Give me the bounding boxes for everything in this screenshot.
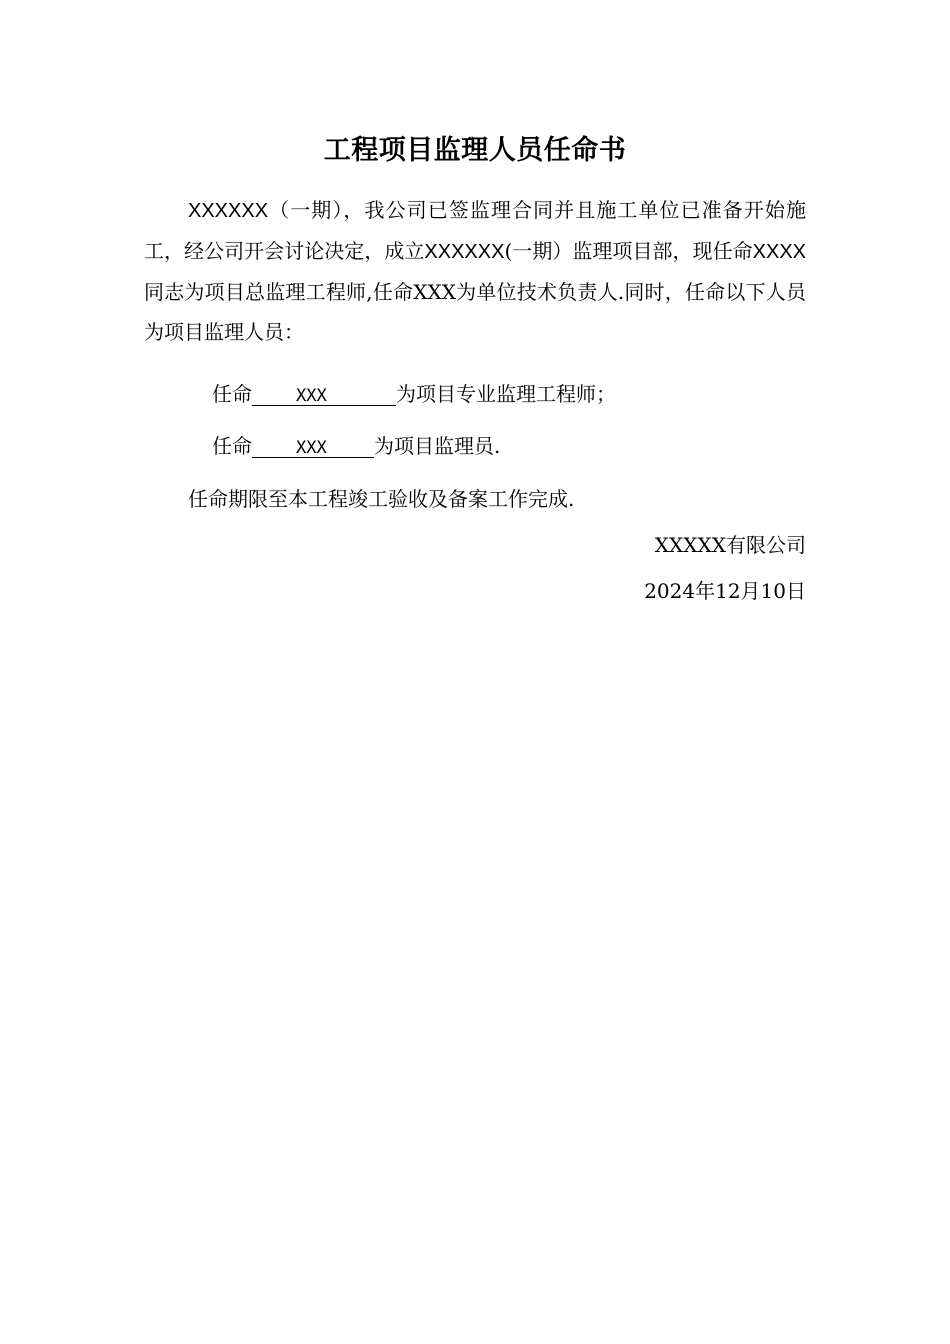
- document-date: 2024年12月10日: [644, 579, 806, 603]
- appointment-role: 为项目专业监理工程师；: [396, 382, 616, 406]
- name-blank: [252, 383, 396, 406]
- project-name: XXXXXX: [188, 200, 269, 222]
- appointment-prefix: 任命: [212, 434, 252, 458]
- body-paragraph: [144, 190, 806, 352]
- appointment-line-engineer: [212, 380, 806, 408]
- project-name-2: XXXXXX: [424, 241, 505, 263]
- document-title: 工程项目监理人员任命书: [323, 135, 627, 166]
- appointee-name: XXX: [296, 438, 327, 458]
- company-signature: XXXXX有限公司: [654, 533, 806, 557]
- document-content: [144, 132, 806, 605]
- name-blank: [252, 435, 374, 458]
- appointee-name: XXX: [296, 386, 327, 406]
- appointment-term: 任命期限至本工程竣工验收及备案工作完成.: [188, 487, 575, 511]
- body-text-3: 同志为项目总监理工程师,任命XXX为单位技术负责人.同时，任命以下人员为项目监理人员：: [144, 280, 806, 344]
- body-text-2: (一期）监理项目部，现任命: [504, 239, 753, 263]
- appointment-prefix: 任命: [212, 382, 252, 406]
- chief-engineer-name: XXXX: [752, 241, 806, 263]
- appointment-line-supervisor: [212, 432, 806, 460]
- body-text-1: （一期），我公司已签监理合同并且施工单位已准备开始施工，经公司开会讨论决定，成立: [144, 198, 806, 263]
- appointment-role: 为项目监理员.: [374, 434, 501, 458]
